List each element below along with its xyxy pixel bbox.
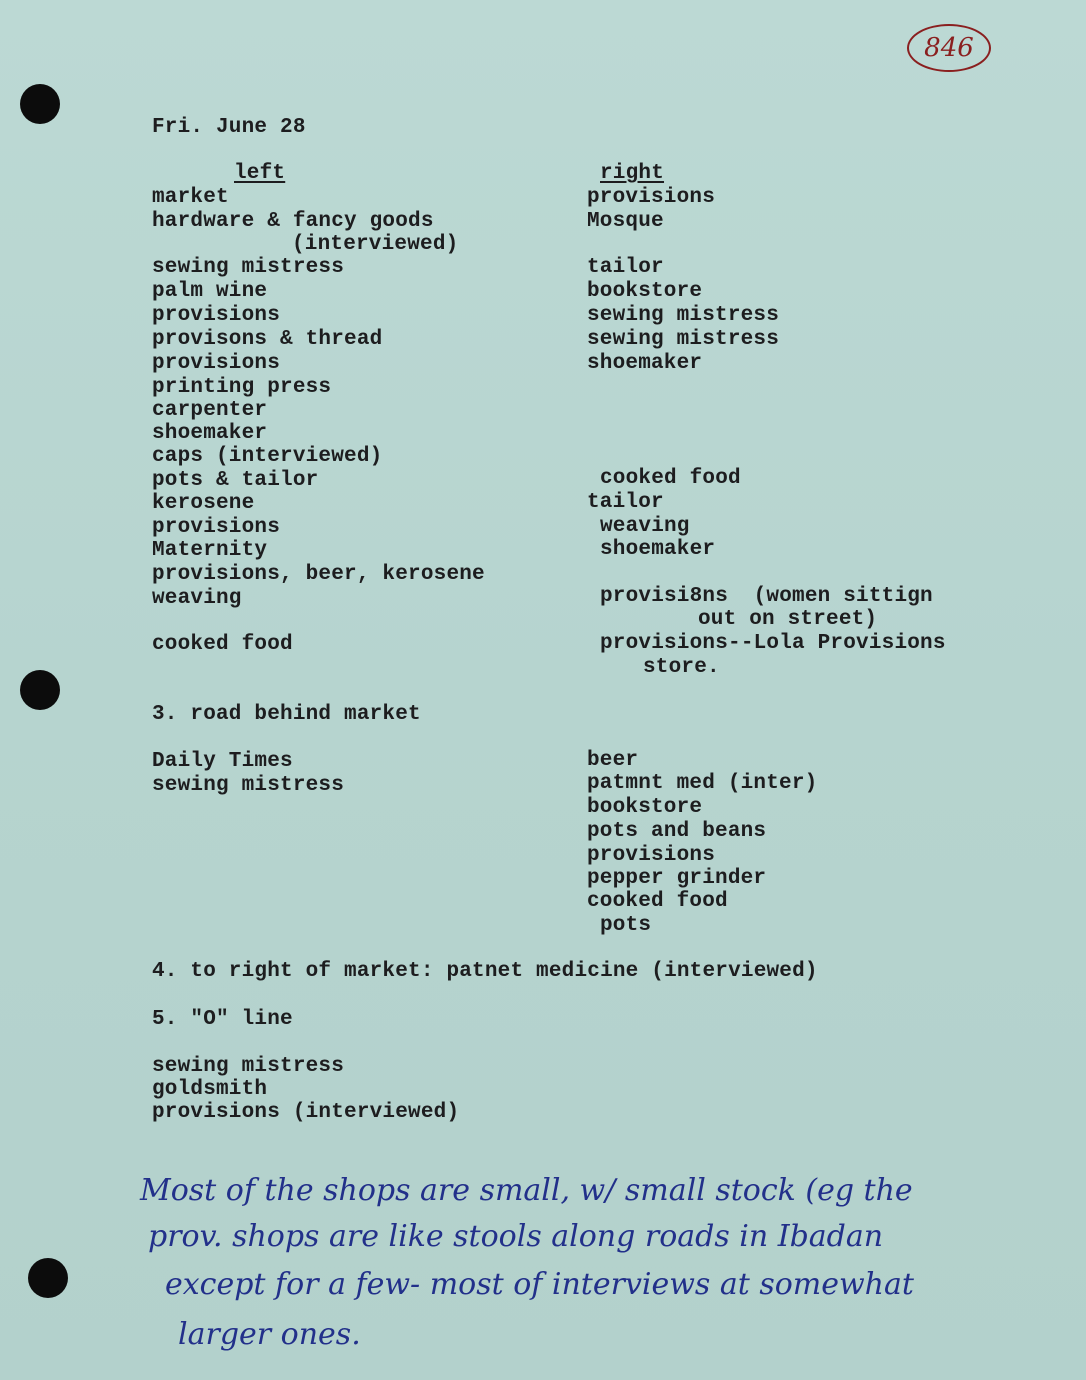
right-list-item: provisi8ns (women sittign <box>600 585 933 608</box>
right-list-item: provisions <box>587 186 716 209</box>
right-list-item: out on street) <box>698 608 878 631</box>
left-list-item: sewing mistress <box>152 256 345 279</box>
right-list-item: shoemaker <box>600 538 716 561</box>
punch-hole <box>20 670 60 710</box>
page-number: 846 <box>907 24 991 72</box>
right-list-item: tailor <box>587 491 664 514</box>
right-list-item: sewing mistress <box>587 328 780 351</box>
right-list-item: sewing mistress <box>587 304 780 327</box>
handwritten-note-line: Most of the shops are small, w/ small stock (eg the <box>140 1173 913 1208</box>
right-list-item: bookstore <box>587 280 703 303</box>
section-heading: 3. road behind market <box>152 703 421 726</box>
list-item: provisions (interviewed) <box>152 1101 460 1124</box>
left-list-item: shoemaker <box>152 422 268 445</box>
right-list-item: provisions--Lola Provisions <box>600 632 946 655</box>
right-list-item: beer <box>587 749 639 772</box>
left-list-item: Daily Times <box>152 750 293 773</box>
left-list-item: weaving <box>152 587 242 610</box>
right-list-item: cooked food <box>587 890 728 913</box>
handwritten-note-line: prov. shops are like stools along roads in Ibadan <box>148 1219 884 1254</box>
left-list-item: hardware & fancy goods <box>152 210 434 233</box>
right-list-item: pots <box>600 914 652 937</box>
list-item: goldsmith <box>152 1078 268 1101</box>
left-list-item: printing press <box>152 376 332 399</box>
left-list-item: carpenter <box>152 399 268 422</box>
left-list-item: caps (interviewed) <box>152 445 383 468</box>
list-item: sewing mistress <box>152 1055 345 1078</box>
right-list-item: store. <box>643 656 720 679</box>
left-list-item: (interviewed) <box>292 233 459 256</box>
right-list-item: pepper grinder <box>587 867 767 890</box>
left-list-item: pots & tailor <box>152 469 319 492</box>
right-list-item: Mosque <box>587 210 664 233</box>
left-list-item: provisions, beer, kerosene <box>152 563 485 586</box>
section-heading: 4. to right of market: patnet medicine (interviewed) <box>152 960 818 983</box>
left-list-item: provisons & thread <box>152 328 383 351</box>
section-heading: 5. "O" line <box>152 1008 293 1031</box>
right-list-item: cooked food <box>600 467 741 490</box>
right-list-item: bookstore <box>587 796 703 819</box>
handwritten-note-line: larger ones. <box>178 1317 361 1352</box>
left-list-item: Maternity <box>152 539 268 562</box>
left-list-item: market <box>152 186 229 209</box>
left-list-item: provisions <box>152 352 281 375</box>
right-list-item: shoemaker <box>587 352 703 375</box>
right-list-item: patmnt med (inter) <box>587 772 818 795</box>
right-list-item: tailor <box>587 256 664 279</box>
right-list-item: provisions <box>587 844 716 867</box>
punch-hole <box>20 84 60 124</box>
left-list-item: palm wine <box>152 280 268 303</box>
right-list-item: pots and beans <box>587 820 767 843</box>
left-list-item: cooked food <box>152 633 293 656</box>
left-list-item: sewing mistress <box>152 774 345 797</box>
handwritten-note-line: except for a few- most of interviews at somewhat <box>165 1267 914 1302</box>
right-column-heading: right <box>600 162 665 185</box>
left-list-item: kerosene <box>152 492 255 515</box>
left-list-item: provisions <box>152 304 281 327</box>
right-list-item: weaving <box>600 515 690 538</box>
left-list-item: provisions <box>152 516 281 539</box>
date-heading: Fri. June 28 <box>152 116 306 139</box>
left-column-heading: left <box>234 162 286 185</box>
punch-hole <box>28 1258 68 1298</box>
